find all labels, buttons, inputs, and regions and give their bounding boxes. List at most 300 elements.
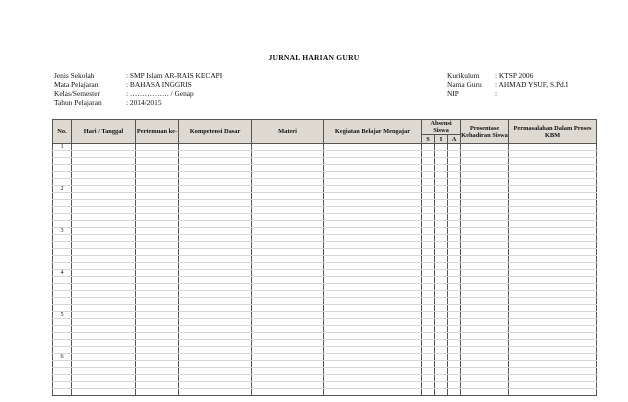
table-row [53,263,597,270]
table-cell [422,151,435,158]
table-row [53,242,597,249]
table-cell [136,333,179,340]
table-cell [136,354,179,361]
table-cell [509,158,597,165]
table-cell [509,214,597,221]
table-cell [422,172,435,179]
table-cell [509,291,597,298]
table-cell [136,361,179,368]
table-cell [435,235,448,242]
table-cell [422,375,435,382]
info-row-tahun-pelajaran [54,99,222,108]
table-cell [136,263,179,270]
table-cell [448,375,461,382]
table-cell [252,200,324,207]
table-cell [179,242,252,249]
col-header-absensi-i: I [435,135,448,144]
table-cell [509,228,597,235]
table-row [53,256,597,263]
table-cell [509,389,597,396]
table-cell [179,298,252,305]
table-cell [53,382,72,389]
table-cell [435,256,448,263]
journal-body [53,144,597,396]
table-cell [136,165,179,172]
table-cell [422,340,435,347]
table-cell [136,291,179,298]
table-cell [509,207,597,214]
table-cell [179,221,252,228]
table-row [53,158,597,165]
table-cell [509,361,597,368]
table-cell [252,186,324,193]
table-cell [422,326,435,333]
table-cell [461,200,509,207]
info-value: : ……………. / Genap [126,88,194,98]
table-cell [179,200,252,207]
table-cell [53,368,72,375]
table-row [53,186,597,193]
table-cell [324,207,422,214]
table-cell [435,158,448,165]
table-cell [324,256,422,263]
table-cell [422,354,435,361]
table-cell [509,347,597,354]
table-cell [448,382,461,389]
table-cell [461,151,509,158]
table-cell [72,333,136,340]
table-cell [448,291,461,298]
table-cell [422,235,435,242]
table-cell [324,228,422,235]
table-cell [252,382,324,389]
table-cell [461,228,509,235]
table-row [53,165,597,172]
table-cell [422,221,435,228]
table-cell [252,319,324,326]
table-cell [509,375,597,382]
table-cell [72,277,136,284]
col-header-pertemuan: Pertemuan ke- [136,120,179,144]
table-cell [448,347,461,354]
table-cell [461,207,509,214]
table-cell [252,158,324,165]
table-cell [509,193,597,200]
info-label: Tahun Pelajaran [54,97,102,107]
table-cell [72,389,136,396]
table-row [53,298,597,305]
table-cell [509,263,597,270]
table-cell [136,284,179,291]
table-cell [461,256,509,263]
table-cell [53,235,72,242]
table-cell [324,305,422,312]
table-cell [422,333,435,340]
table-cell [461,172,509,179]
table-cell [435,207,448,214]
table-cell [435,165,448,172]
table-cell [448,270,461,277]
table-cell [324,214,422,221]
table-cell [72,256,136,263]
table-cell [179,361,252,368]
table-cell [136,158,179,165]
table-cell [422,305,435,312]
table-cell [448,361,461,368]
table-cell [509,298,597,305]
table-cell [324,221,422,228]
table-cell [461,347,509,354]
table-cell [509,242,597,249]
table-cell [252,333,324,340]
table-cell [136,340,179,347]
table-cell [435,186,448,193]
table-cell [509,144,597,151]
table-cell [252,347,324,354]
table-cell [461,368,509,375]
table-cell [324,158,422,165]
col-header-absensi: Absensi Siswa [422,120,461,135]
table-cell [179,193,252,200]
table-cell [324,172,422,179]
table-cell [252,214,324,221]
school-info [54,72,222,108]
table-cell [179,214,252,221]
table-cell [461,389,509,396]
table-cell [136,144,179,151]
table-cell [461,270,509,277]
table-cell [136,249,179,256]
table-row [53,144,597,151]
table-cell [509,326,597,333]
table-cell [136,228,179,235]
table-cell [72,312,136,319]
table-cell [448,151,461,158]
table-cell [53,151,72,158]
table-cell [53,340,72,347]
table-cell [461,214,509,221]
info-value: : 2014/2015 [126,97,162,107]
col-header-hari-tanggal: Hari / Tanggal [72,120,136,144]
table-cell [72,347,136,354]
table-cell [509,179,597,186]
table-cell [324,200,422,207]
table-cell [53,291,72,298]
table-row [53,284,597,291]
table-cell [53,333,72,340]
table-cell [252,263,324,270]
table-cell [435,361,448,368]
table-cell [422,347,435,354]
table-cell [72,144,136,151]
table-cell [179,326,252,333]
table-cell [136,375,179,382]
table-cell [252,326,324,333]
table-cell [509,340,597,347]
table-cell [179,270,252,277]
table-cell [422,158,435,165]
table-cell [448,207,461,214]
table-cell [252,256,324,263]
table-cell [422,361,435,368]
table-cell [252,340,324,347]
table-cell [72,193,136,200]
table-cell [72,263,136,270]
info-value: : KTSP 2006 [495,71,534,80]
table-cell [179,151,252,158]
table-cell [448,193,461,200]
table-cell [422,249,435,256]
table-cell [324,144,422,151]
table-cell [179,186,252,193]
table-cell [252,312,324,319]
table-cell [72,305,136,312]
table-cell [448,284,461,291]
table-cell [72,284,136,291]
entry-number: 4 [53,270,72,277]
table-cell [72,361,136,368]
table-cell [179,158,252,165]
table-cell [435,151,448,158]
info-label: NIP [447,88,459,98]
table-cell [422,228,435,235]
table-row [53,375,597,382]
table-cell [461,179,509,186]
table-cell [435,354,448,361]
table-cell [136,193,179,200]
table-cell [435,298,448,305]
col-header-no: No. [53,120,72,144]
table-cell [448,144,461,151]
table-cell [252,368,324,375]
table-cell [422,144,435,151]
table-cell [324,277,422,284]
table-cell [179,319,252,326]
table-cell [435,179,448,186]
table-cell [179,179,252,186]
table-cell [72,340,136,347]
table-cell [461,249,509,256]
table-cell [461,319,509,326]
table-cell [448,298,461,305]
table-cell [72,186,136,193]
table-cell [509,312,597,319]
table-cell [324,270,422,277]
table-cell [252,305,324,312]
table-cell [461,382,509,389]
table-cell [72,326,136,333]
table-cell [435,193,448,200]
table-cell [448,214,461,221]
table-cell [509,235,597,242]
table-cell [324,291,422,298]
table-cell [422,270,435,277]
info-row-nama-guru [447,81,568,90]
table-cell [509,319,597,326]
table-cell [448,158,461,165]
table-cell [461,361,509,368]
table-cell [72,235,136,242]
table-cell [324,235,422,242]
table-row [53,277,597,284]
table-cell [461,312,509,319]
table-row [53,347,597,354]
table-cell [435,333,448,340]
table-row [53,200,597,207]
table-cell [422,312,435,319]
info-value: : AHMAD YSUF, S.Pd.I [495,79,569,89]
table-cell [448,221,461,228]
table-row [53,354,597,361]
table-cell [324,375,422,382]
table-cell [179,263,252,270]
table-cell [252,361,324,368]
info-label: Mata Pelajaran [54,79,99,89]
table-cell [461,235,509,242]
table-cell [324,361,422,368]
table-cell [461,186,509,193]
table-row [53,270,597,277]
table-cell [252,207,324,214]
table-cell [53,277,72,284]
table-cell [252,221,324,228]
table-cell [72,214,136,221]
col-header-prosentase: Prosentase Kehadiran Siswa [461,120,509,144]
entry-number: 1 [53,144,72,151]
table-cell [252,291,324,298]
table-cell [324,340,422,347]
table-cell [252,298,324,305]
table-cell [324,263,422,270]
table-cell [53,214,72,221]
table-cell [53,389,72,396]
table-cell [53,200,72,207]
table-cell [136,347,179,354]
info-value: : SMP Islam AR-RAIS KECAPI [126,71,223,80]
table-cell [435,312,448,319]
table-cell [324,298,422,305]
table-cell [136,389,179,396]
table-cell [422,291,435,298]
col-header-kegiatan: Kegiatan Belajar Mengajar [324,120,422,144]
table-cell [324,312,422,319]
table-cell [252,249,324,256]
table-cell [179,368,252,375]
table-cell [509,151,597,158]
table-cell [435,368,448,375]
table-cell [422,179,435,186]
table-cell [422,165,435,172]
table-cell [252,270,324,277]
table-cell [252,375,324,382]
table-cell [448,235,461,242]
table-cell [72,221,136,228]
table-cell [422,284,435,291]
table-cell [461,340,509,347]
table-cell [136,270,179,277]
table-cell [422,186,435,193]
table-cell [252,165,324,172]
table-cell [72,298,136,305]
table-cell [435,200,448,207]
table-cell [179,333,252,340]
table-cell [435,319,448,326]
table-cell [461,158,509,165]
table-cell [448,200,461,207]
table-row [53,305,597,312]
table-cell [435,249,448,256]
table-row [53,340,597,347]
table-row [53,333,597,340]
table-cell [435,291,448,298]
teacher-info [447,72,568,99]
table-cell [435,389,448,396]
table-cell [179,172,252,179]
table-cell [509,284,597,291]
table-cell [252,172,324,179]
table-cell [509,368,597,375]
table-cell [509,305,597,312]
table-cell [448,263,461,270]
info-label: Kelas/Semester [54,88,100,98]
table-cell [179,291,252,298]
table-cell [53,326,72,333]
table-cell [53,165,72,172]
table-cell [324,284,422,291]
table-cell [72,179,136,186]
table-cell [448,242,461,249]
table-cell [509,333,597,340]
entry-number: 2 [53,186,72,193]
table-cell [435,172,448,179]
table-cell [461,298,509,305]
table-cell [136,368,179,375]
table-cell [448,186,461,193]
table-cell [509,165,597,172]
table-cell [179,347,252,354]
table-cell [461,277,509,284]
table-row [53,312,597,319]
table-cell [252,228,324,235]
table-cell [324,319,422,326]
col-header-absensi-a: A [448,135,461,144]
table-cell [422,263,435,270]
table-cell [509,249,597,256]
table-cell [72,228,136,235]
table-cell [324,151,422,158]
table-cell [72,291,136,298]
table-cell [136,186,179,193]
table-cell [53,193,72,200]
table-row [53,214,597,221]
table-cell [435,382,448,389]
table-row [53,368,597,375]
table-row [53,151,597,158]
table-cell [461,193,509,200]
col-header-absensi-s: S [422,135,435,144]
table-cell [324,354,422,361]
table-cell [461,305,509,312]
table-cell [53,242,72,249]
table-cell [422,368,435,375]
table-cell [422,256,435,263]
table-cell [448,354,461,361]
table-row [53,319,597,326]
table-cell [435,144,448,151]
table-cell [136,235,179,242]
table-cell [72,172,136,179]
table-cell [461,263,509,270]
